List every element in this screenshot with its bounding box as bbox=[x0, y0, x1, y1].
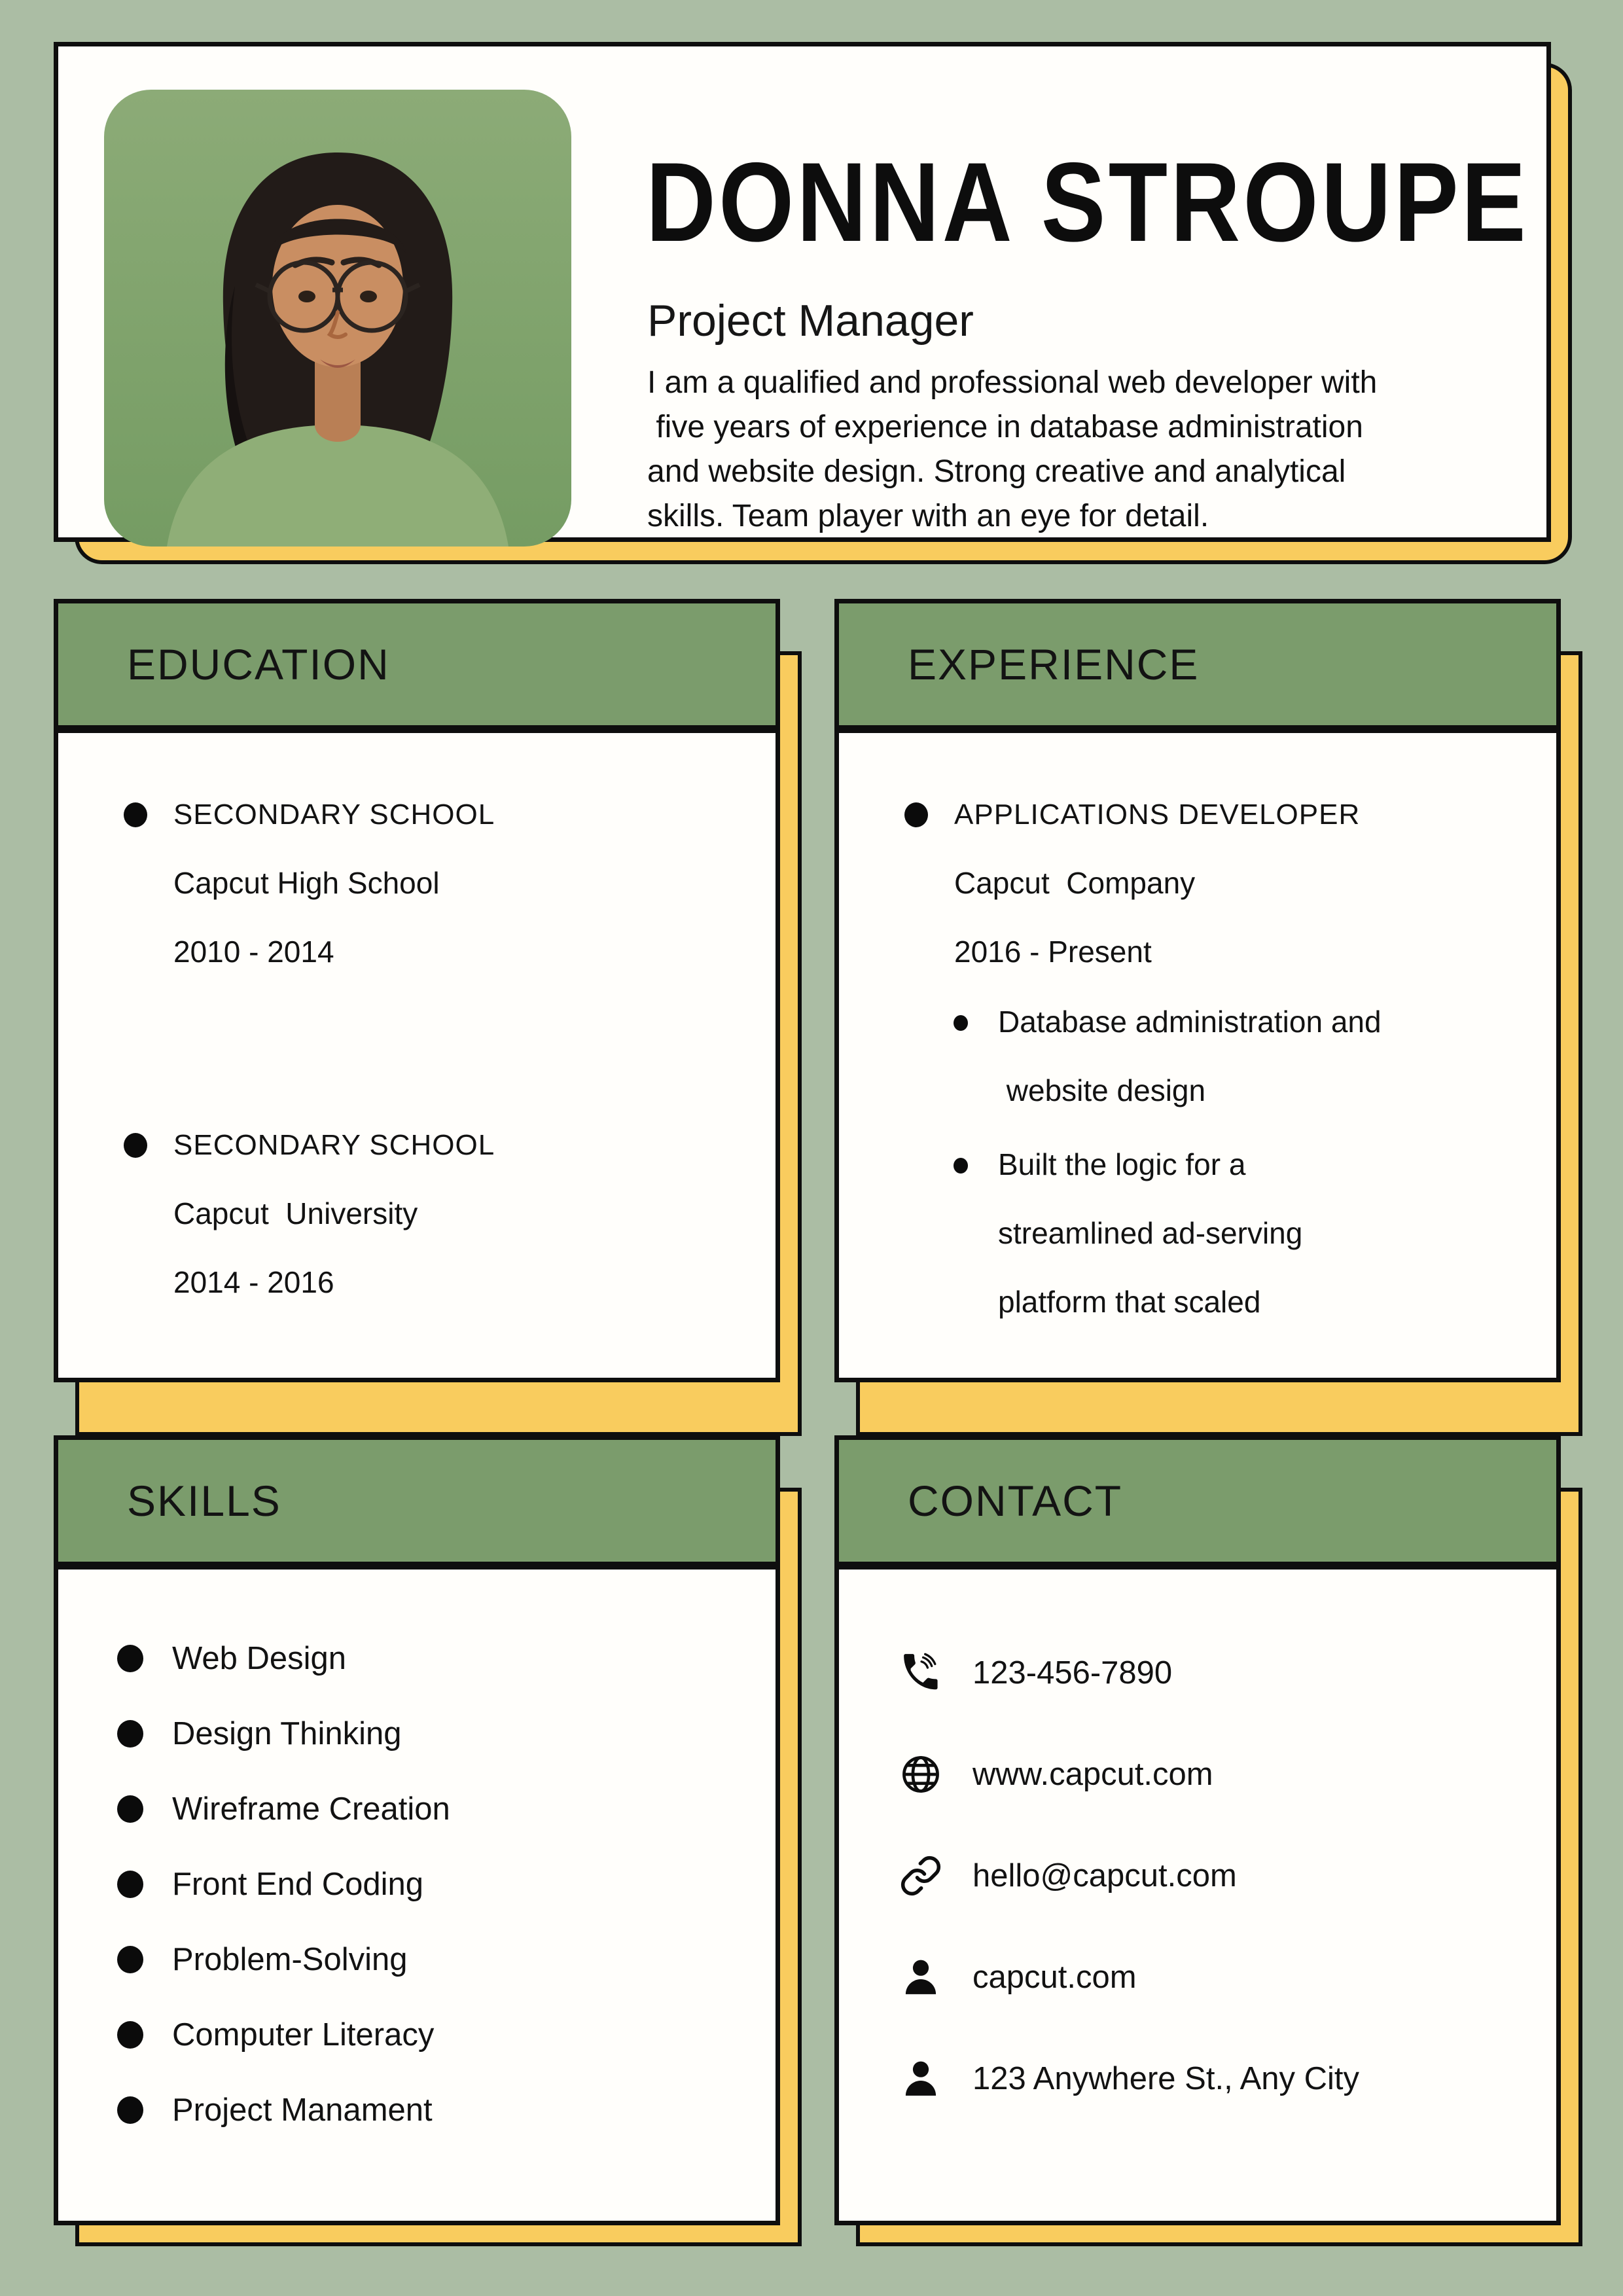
contact-header bbox=[834, 1435, 1561, 1566]
years: 2010 - 2014 bbox=[173, 935, 334, 969]
school: Capcut University bbox=[173, 1196, 418, 1230]
bullet-icon bbox=[954, 1015, 968, 1031]
summary-line: and website design. Strong creative and analytical bbox=[647, 454, 1346, 489]
skill-label: Project Manament bbox=[172, 2092, 433, 2128]
education-header bbox=[54, 599, 780, 730]
bullet-icon bbox=[124, 802, 147, 827]
skill-label: Web Design bbox=[172, 1640, 347, 1676]
hero-card bbox=[54, 42, 1551, 542]
skills-header bbox=[54, 1435, 780, 1566]
years: 2014 - 2016 bbox=[173, 1265, 334, 1299]
person-name: DONNA STROUPE bbox=[646, 139, 1529, 265]
detail-line: website design bbox=[998, 1073, 1206, 1107]
degree: SECONDARY SCHOOL bbox=[173, 798, 495, 831]
skill-label: Computer Literacy bbox=[172, 2017, 435, 2053]
experience-title: EXPERIENCE bbox=[908, 640, 1200, 689]
education-title: EDUCATION bbox=[127, 640, 390, 689]
education-item bbox=[124, 780, 736, 986]
globe-icon bbox=[899, 1753, 942, 1796]
skill-item bbox=[117, 1846, 749, 1922]
detail-line: Built the logic for a bbox=[998, 1147, 1246, 1181]
bullet-icon bbox=[117, 2096, 143, 2124]
job-title: Project Manager bbox=[647, 296, 974, 346]
bullet-icon bbox=[904, 802, 928, 827]
bullet-icon bbox=[117, 1720, 143, 1748]
profile-url[interactable]: capcut.com bbox=[972, 1959, 1137, 1995]
experience-detail bbox=[954, 988, 1517, 1125]
portrait-illustration bbox=[104, 90, 571, 547]
bullet-icon bbox=[117, 2021, 143, 2049]
experience-detail-list bbox=[904, 988, 1517, 1336]
skill-label: Design Thinking bbox=[172, 1715, 402, 1751]
detail-line: Database administration and bbox=[998, 1005, 1382, 1039]
bullet-icon bbox=[117, 1871, 143, 1898]
summary-line: I am a qualified and professional web developer with bbox=[647, 365, 1378, 400]
degree: SECONDARY SCHOOL bbox=[173, 1129, 495, 1161]
skill-item bbox=[117, 1997, 749, 2072]
summary-line: five years of experience in database administration bbox=[647, 410, 1363, 444]
education-card bbox=[54, 728, 780, 1382]
person-icon bbox=[899, 2057, 942, 2100]
skill-label: Front End Coding bbox=[172, 1866, 424, 1902]
link-icon bbox=[899, 1854, 942, 1897]
summary-line: skills. Team player with an eye for detail. bbox=[647, 499, 1209, 533]
company: Capcut Company bbox=[954, 866, 1196, 900]
bullet-icon bbox=[954, 1158, 968, 1174]
role: APPLICATIONS DEVELOPER bbox=[954, 798, 1361, 831]
person-icon bbox=[899, 1956, 942, 1999]
skill-item bbox=[117, 2072, 749, 2147]
contact-item-phone bbox=[899, 1622, 1530, 1723]
years: 2016 - Present bbox=[954, 935, 1152, 969]
bullet-icon bbox=[124, 1133, 147, 1158]
skill-item bbox=[117, 1771, 749, 1846]
detail-line: platform that scaled bbox=[998, 1285, 1261, 1319]
summary-text bbox=[647, 361, 1377, 539]
skills-card bbox=[54, 1565, 780, 2225]
experience-item bbox=[904, 780, 1517, 986]
bullet-icon bbox=[117, 1946, 143, 1973]
contact-item-email bbox=[899, 1825, 1530, 1926]
contact-title: CONTACT bbox=[908, 1477, 1123, 1525]
bullet-icon bbox=[117, 1645, 143, 1672]
email-address[interactable]: hello@capcut.com bbox=[972, 1857, 1237, 1893]
detail-line: streamlined ad-serving bbox=[998, 1216, 1303, 1250]
phone-icon bbox=[899, 1651, 942, 1695]
phone-number[interactable]: 123-456-7890 bbox=[972, 1655, 1173, 1691]
contact-item-website bbox=[899, 1723, 1530, 1825]
education-item bbox=[124, 1111, 736, 1317]
contact-card bbox=[834, 1565, 1561, 2225]
street-address: 123 Anywhere St., Any City bbox=[972, 2060, 1360, 2096]
experience-detail bbox=[954, 1130, 1517, 1336]
bullet-icon bbox=[117, 1795, 143, 1823]
skill-item bbox=[117, 1922, 749, 1997]
website-url[interactable]: www.capcut.com bbox=[972, 1756, 1213, 1792]
experience-card bbox=[834, 728, 1561, 1382]
skill-item bbox=[117, 1696, 749, 1771]
skill-item bbox=[117, 1621, 749, 1696]
skill-label: Problem-Solving bbox=[172, 1941, 408, 1977]
experience-header bbox=[834, 599, 1561, 730]
skill-label: Wireframe Creation bbox=[172, 1791, 450, 1827]
skills-title: SKILLS bbox=[127, 1477, 281, 1525]
contact-item-address bbox=[899, 2028, 1530, 2129]
profile-photo bbox=[104, 90, 571, 547]
school: Capcut High School bbox=[173, 866, 440, 900]
contact-item-profile bbox=[899, 1926, 1530, 2028]
